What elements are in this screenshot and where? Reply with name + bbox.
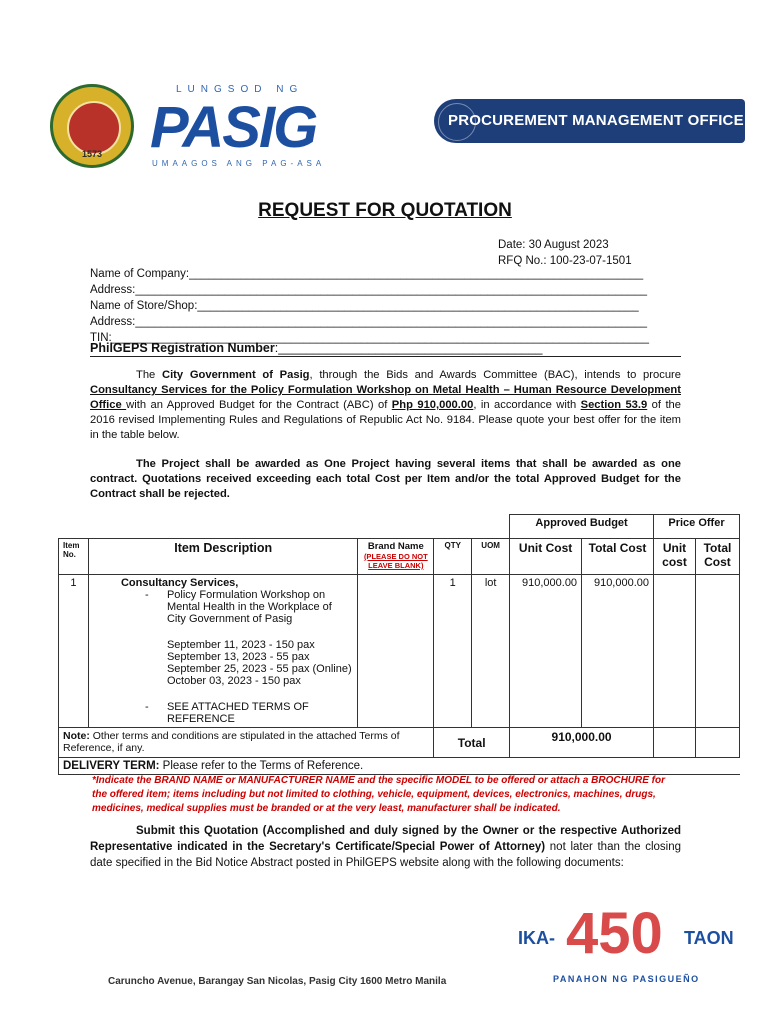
document-title: REQUEST FOR QUOTATION	[258, 200, 512, 221]
item-no-header: Item No.	[59, 539, 89, 575]
offer-grand-total-input[interactable]	[695, 728, 739, 758]
row-offer-unit-cost-input[interactable]	[654, 575, 696, 728]
office-address: Caruncho Avenue, Barangay San Nicolas, Pasig City 1600 Metro Manila	[108, 976, 447, 987]
brand-name-header: Brand Name (PLEASE DO NOT LEAVE BLANK)	[358, 539, 434, 575]
tin-field[interactable]: TIN:____________________________________________________________________________________	[90, 332, 649, 344]
anniversary-450-logo: 450	[566, 901, 663, 966]
note-label: Note:	[63, 730, 90, 742]
table-row	[59, 575, 740, 728]
offer-total-unit-input[interactable]	[654, 728, 696, 758]
total-label: Total	[434, 728, 510, 758]
delivery-term: DELIVERY TERM: Please refer to the Terms of Reference.	[59, 758, 740, 775]
city-tagline: UMAAGOS ANG PAG-ASA	[152, 159, 326, 168]
philgeps-label: PhilGEPS Registration Number	[90, 341, 275, 355]
approved-budget-header: Approved Budget	[510, 515, 654, 539]
offer-total-cost-header: Total Cost	[695, 539, 739, 575]
qty-header: QTY	[434, 539, 472, 575]
item-description-header: Item Description	[88, 539, 357, 575]
divider	[90, 356, 681, 357]
total-value: 910,000.00	[510, 728, 654, 758]
row-sub-item: Policy Formulation Workshop on Mental Health in the Workplace of City Government of Pasig	[166, 589, 332, 625]
row-terms-ref: SEE ATTACHED TERMS OF REFERENCE	[166, 701, 309, 725]
store-address-field[interactable]: Address:________________________________________________________________________________	[90, 316, 648, 328]
seal-year: 1573	[81, 149, 103, 159]
rfq-number: RFQ No.: 100-23-07-1501	[498, 255, 632, 267]
offer-unit-cost-header: Unit cost	[654, 539, 696, 575]
company-name-field[interactable]: Name of Company:_______________________________________________________________________	[90, 268, 644, 280]
submit-instructions: Submit this Quotation (Accomplished and duly signed by the Owner or the respective Authorized Representative indicated in the Secretary's Certificate/Special Power of Attorney) not later than the closing date specified in the Bid Notice Abstract posted in PhilGEPS website along with the following documents:	[90, 825, 681, 869]
address-field[interactable]: Address:________________________________________________________________________________	[90, 284, 648, 296]
total-cost-header: Total Cost	[582, 539, 654, 575]
city-top-label: LUNGSOD NG	[176, 84, 304, 95]
anniversary-tagline: PANAHON NG PASIGUEÑO	[553, 974, 700, 984]
row-brand-name-input[interactable]	[358, 575, 434, 728]
office-banner-label: PROCUREMENT MANAGEMENT OFFICE	[448, 112, 744, 129]
office-banner	[434, 99, 745, 143]
city-seal-logo	[50, 84, 134, 168]
anniversary-ika: IKA-	[518, 928, 555, 948]
submit-bold: Submit this Quotation (Accomplished and duly signed by the Owner or the respective Authorized Representative indicated in the Secretary's Certificate/Special Power of Attorney)	[90, 825, 681, 853]
quotation-table	[58, 514, 740, 775]
city-government: City Government of Pasig	[161, 369, 310, 381]
anniversary-taon: TAON	[684, 928, 734, 948]
price-offer-header: Price Offer	[654, 515, 740, 539]
unit-cost-header: Unit Cost	[510, 539, 582, 575]
seal-emblem	[67, 101, 121, 155]
row-item-no: 1	[59, 575, 89, 728]
brand-requirement-note: *Indicate the BRAND NAME or MANUFACTURER NAME and the specific MODEL to be offered or attach a BROCHURE for the offered item; items including but not limited to clothing, vehicle, equipment, devices, electronics, machines, drugs, medicines, medical supplies must be branded or at the very least, manufacturer shall be indicated.	[92, 775, 666, 814]
city-name-logo: PASIG	[150, 95, 317, 160]
row-qty: 1	[434, 575, 472, 728]
schedule-list: September 11, 2023 - 150 pax September 13, 2023 - 55 pax September 25, 2023 - 55 pax (Online) October 03, 2023 - 150 pax	[166, 639, 352, 687]
store-name-field[interactable]: Name of Store/Shop:_____________________________________________________________________	[90, 300, 639, 312]
philgeps-field[interactable]	[90, 341, 680, 356]
row-title: Consultancy Services,	[120, 577, 239, 589]
row-unit-cost: 910,000.00	[510, 575, 582, 728]
row-description: Consultancy Services, - Policy Formulation Workshop on Mental Health in the Workplace of City Government of Pasig September 11, 2023 - 150 pax September 13, 2023 - 55 pax September 25, 2023 - 55 pax (Online) October 03, 2023 - 150 pax - SEE ATTACHED TERMS OF REFERENCE	[88, 575, 357, 728]
philgeps-line: :______________________________________	[274, 341, 543, 355]
row-total-cost: 910,000.00	[582, 575, 654, 728]
intro-paragraph: The City Government of Pasig, through the Bids and Awards Committee (BAC), intends to procure Consultancy Services for the Policy Formulation Workshop on Metal Health – Human Resource Development Office with an Approved Budget for the Contract (ABC) of Php 910,000.00, in accordance with Section 53.9 of the 2016 revised Implementing Rules and Regulations of Republic Act No. 9184. Please quote your best offer for the item in the table below.	[90, 369, 681, 441]
brand-note: (PLEASE DO NOT LEAVE BLANK)	[363, 552, 428, 570]
document-date: Date: 30 August 2023	[498, 239, 609, 251]
table-note: Note: Other terms and conditions are stipulated in the attached Terms of Reference, if any.	[59, 728, 434, 758]
row-offer-total-cost-input[interactable]	[695, 575, 739, 728]
abc-amount: Php 910,000.00	[391, 399, 474, 411]
uom-header: UOM	[472, 539, 510, 575]
section-ref: Section 53.9	[580, 399, 648, 411]
project-name: Consultancy Services for the Policy Formulation Workshop on Metal Health – Human Resource Development Office	[90, 384, 681, 411]
award-note: The Project shall be awarded as One Project having several items that shall be awarded as one contract. Quotations received exceeding each total Cost per Item and/or the total Approved Budget for the Contract shall be rejected.	[90, 458, 681, 500]
row-uom: lot	[472, 575, 510, 728]
delivery-label: DELIVERY TERM:	[63, 760, 160, 772]
